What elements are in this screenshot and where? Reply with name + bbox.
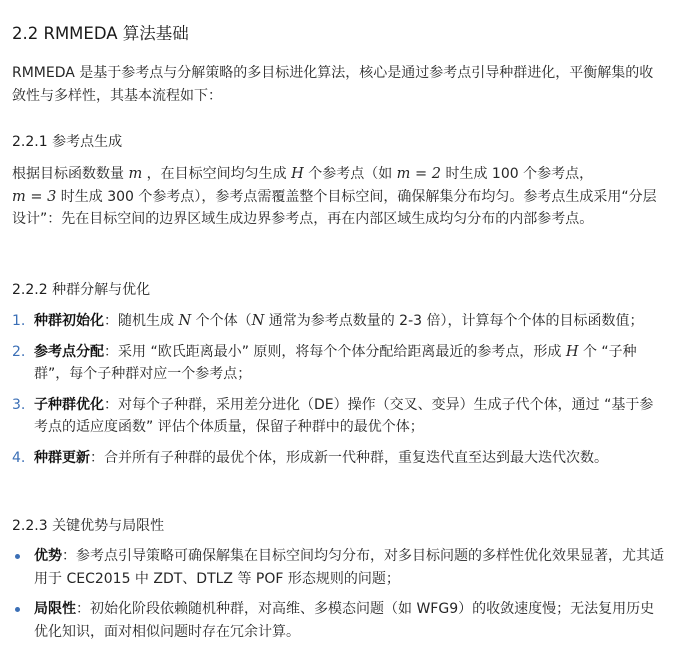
item-label: 优势 bbox=[34, 548, 62, 564]
list-item-population-init bbox=[12, 310, 664, 333]
decomposition-steps-list bbox=[12, 310, 664, 469]
list-item-subpopulation-optimization bbox=[12, 394, 664, 439]
text-segment: 个参考点（如 bbox=[308, 166, 393, 182]
item-text: ：合并所有子种群的最优个体，形成新一代种群，重复迭代直至达到最大迭代次数。 bbox=[90, 449, 608, 466]
pros-cons-list bbox=[12, 545, 664, 643]
text-segment: ，在目标空间均匀生成 bbox=[146, 166, 287, 182]
item-text: ：初始化阶段依赖随机种群，对高维、多模态问题（如 WFG9）的收敛速度慢；无法复用历史优化知识，面对相似问题时存在冗余计算。 bbox=[34, 601, 655, 640]
list-number: 1. bbox=[12, 313, 26, 329]
math-N: N bbox=[178, 313, 192, 329]
item-label: 局限性 bbox=[34, 601, 76, 617]
intro-paragraph: RMMEDA 是基于参考点与分解策略的多目标进化算法，核心是通过参考点引导种群进化，平衡解集的收敛性与多样性，其基本流程如下： bbox=[12, 65, 654, 104]
item-label: 参考点分配 bbox=[34, 343, 104, 360]
math-H: H bbox=[291, 166, 304, 182]
list-item-limitation bbox=[12, 598, 664, 643]
list-item-population-update bbox=[12, 447, 664, 470]
item-label: 子种群优化 bbox=[34, 396, 104, 413]
list-number: 2. bbox=[12, 343, 26, 360]
math-m-equals-3: m = 3 bbox=[12, 188, 57, 205]
bullet-dot bbox=[15, 607, 20, 612]
item-text: 通常为参考点数量的 2-3 倍），计算每个个体的目标函数值； bbox=[268, 313, 644, 329]
bullet-dot bbox=[15, 554, 20, 559]
subsection-heading-reference-points: 2.2.1 参考点生成 bbox=[12, 134, 123, 150]
text-segment: 根据目标函数数量 bbox=[12, 166, 124, 182]
section-heading: 2.2 RMMEDA 算法基础 bbox=[12, 24, 189, 43]
item-label: 种群更新 bbox=[34, 449, 90, 466]
item-text: 个 “子种群”，每个子种群对应一个参考点； bbox=[34, 343, 637, 382]
item-text: ：参考点引导策略可确保解集在目标空间均匀分布，对多目标问题的多样性优化效果显著，尤其适用于 CEC2015 中 ZDT、DTLZ 等 POF 形态规则的问题； bbox=[34, 548, 664, 587]
list-number: 3. bbox=[12, 396, 26, 413]
item-text: 个个体（ bbox=[195, 313, 252, 329]
item-text: ：随机生成 bbox=[104, 313, 174, 329]
list-item-reference-assignment bbox=[12, 341, 664, 386]
math-m-equals-2: m = 2 bbox=[396, 166, 442, 182]
math-m: m bbox=[128, 166, 143, 182]
list-number: 4. bbox=[12, 449, 26, 466]
item-text: ：对每个子种群，采用差分进化（DE）操作（交叉、变异）生成子代个体，通过 “基于参考点的适应度函数” 评估个体质量，保留子种群中的最优个体； bbox=[34, 396, 654, 435]
reference-points-paragraph bbox=[12, 163, 664, 231]
subsection-heading-pros-cons: 2.2.3 关键优势与局限性 bbox=[12, 518, 165, 534]
list-item-advantage bbox=[12, 545, 664, 590]
item-label: 种群初始化 bbox=[34, 313, 104, 329]
subsection-heading-decomposition: 2.2.2 种群分解与优化 bbox=[12, 282, 151, 298]
text-segment: 时生成 100 个参考点， bbox=[445, 166, 594, 182]
text-segment: 时生成 300 个参考点），参考点需覆盖整个目标空间，确保解集分布均匀。参考点生成采用“分层设计”：先在目标空间的边界区域生成边界参考点，再在内部区域生成均匀分布的内部参考点。 bbox=[12, 188, 657, 227]
math-N: N bbox=[251, 313, 265, 329]
math-H: H bbox=[565, 343, 579, 360]
item-text: ：采用 “欧氏距离最小” 原则，将每个个体分配给距离最近的参考点，形成 bbox=[104, 343, 562, 360]
